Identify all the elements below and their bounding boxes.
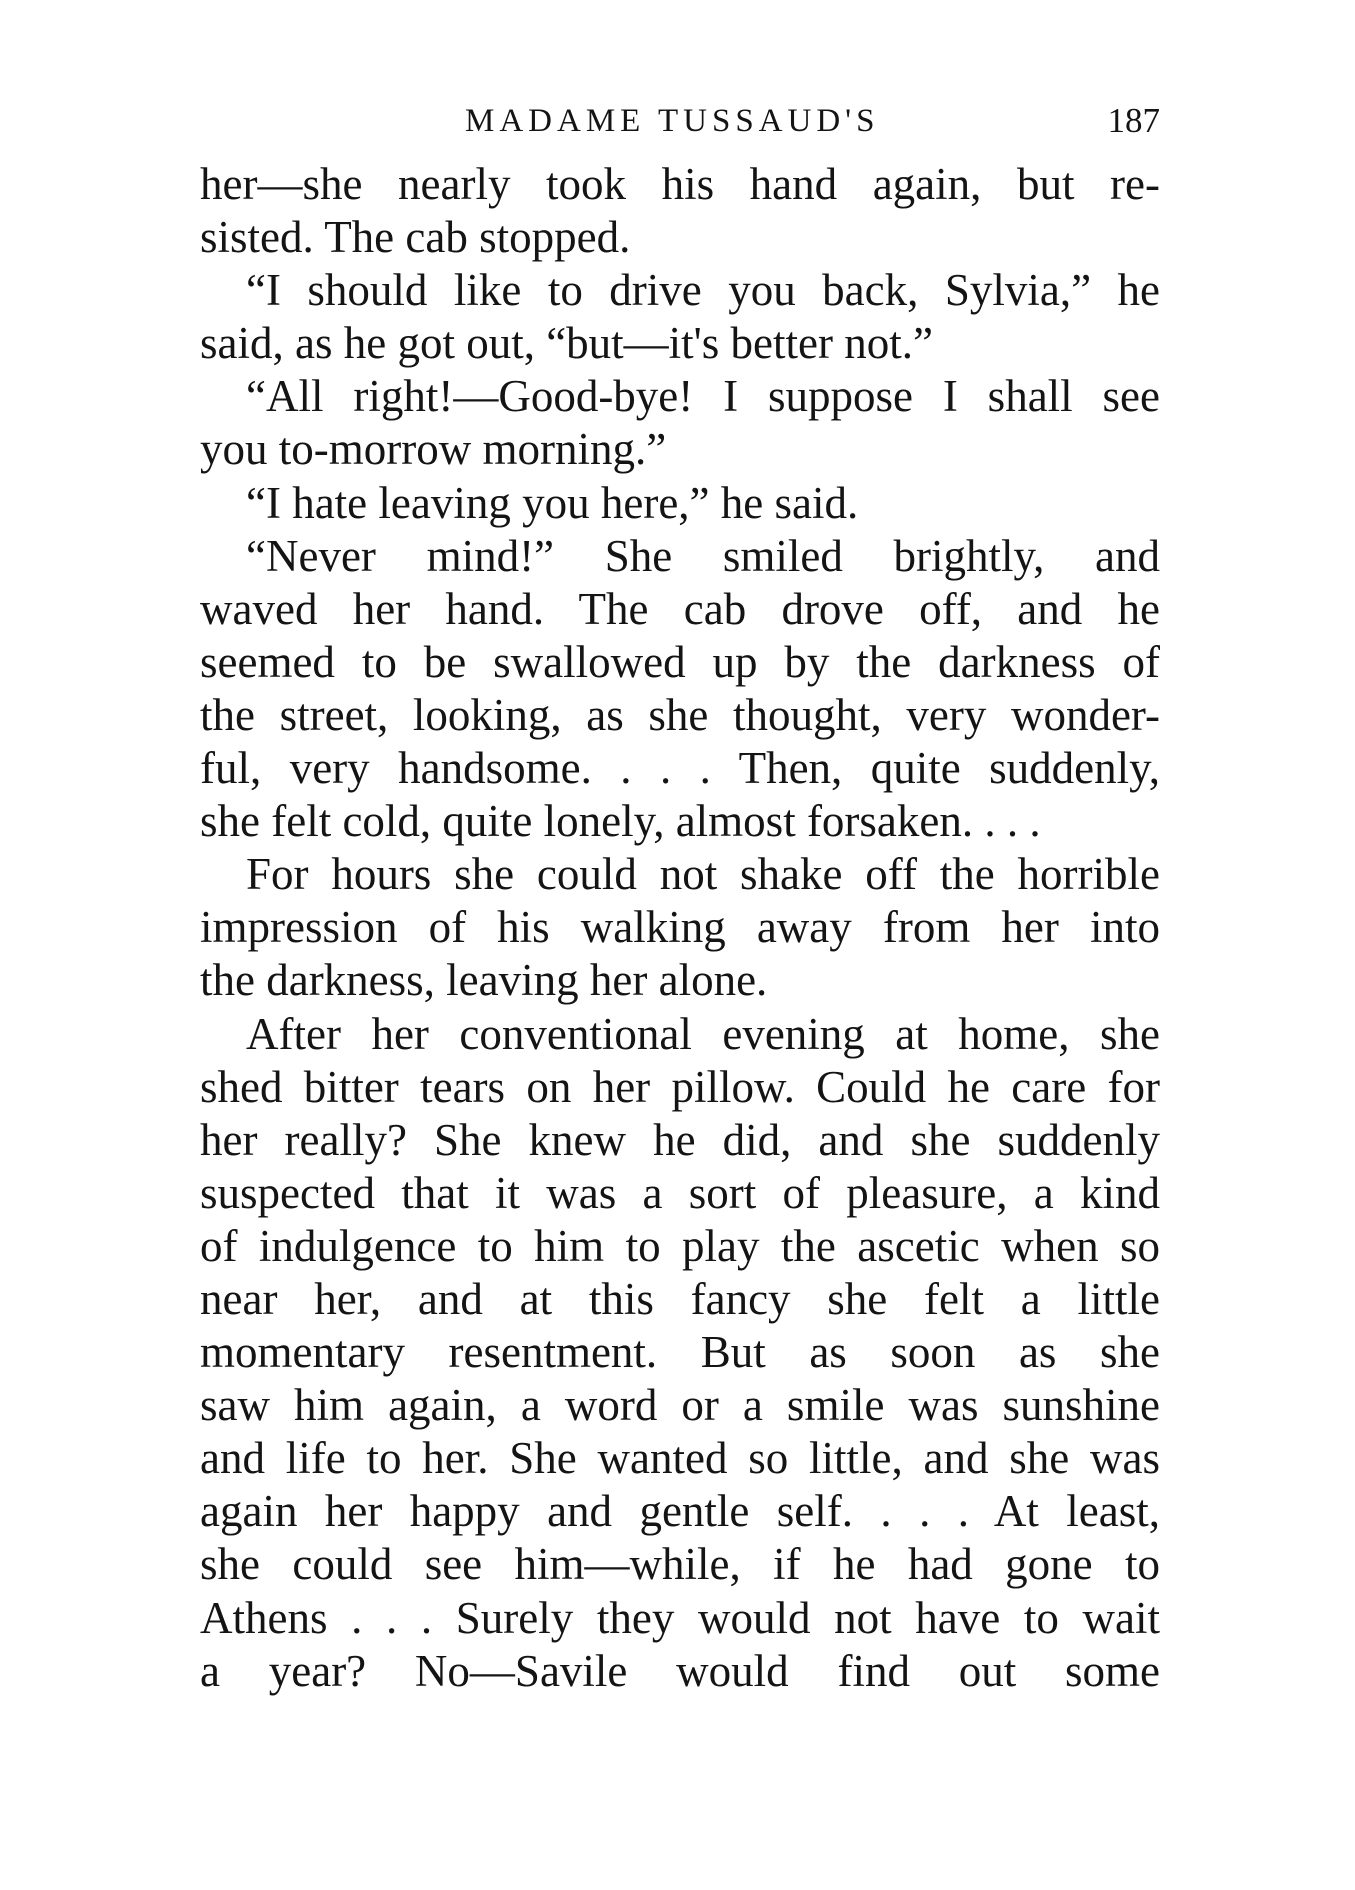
text-line: momentary resentment. But as soon as she [200,1327,1160,1378]
text-line: she felt cold, quite lonely, almost forsaken. . . . [200,796,1041,847]
text-line: you to-morrow morning.” [200,424,667,475]
text-line: the street, looking, as she thought, very wonder- [200,689,1160,740]
text-line: suspected that it was a sort of pleasure, a kind [200,1167,1160,1218]
text-line: For hours she could not shake off the horrible [246,849,1160,900]
text-line: “All right!—Good-bye! I suppose I shall see [246,371,1160,422]
text-line: a year? No—Savile would find out some [200,1645,1160,1696]
running-head [200,96,1160,146]
body-text [200,158,1160,1698]
text-line: saw him again, a word or a smile was sunshine [200,1380,1160,1431]
text-line: and life to her. She wanted so little, and she was [200,1433,1160,1484]
text-line: the darkness, leaving her alone. [200,955,768,1006]
page-number: 187 [1107,101,1160,140]
text-line: said, as he got out, “but—it's better not.” [200,318,933,369]
text-line: again her happy and gentle self. . . . At least, [200,1486,1160,1537]
text-line: shed bitter tears on her pillow. Could he care for [200,1061,1160,1112]
text-line: sisted. The cab stopped. [200,212,631,263]
text-line: “I hate leaving you here,” he said. [246,477,859,528]
text-line: waved her hand. The cab drove off, and he [200,583,1160,634]
running-title: MADAME TUSSAUD'S [465,103,880,139]
text-line: near her, and at this fancy she felt a little [200,1273,1160,1324]
text-line: her—she nearly took his hand again, but re- [200,159,1160,209]
text-line: ful, very handsome. . . . Then, quite suddenly, [200,743,1160,794]
text-line: she could see him—while, if he had gone to [200,1539,1160,1590]
text-line: After her conventional evening at home, she [246,1008,1160,1059]
text-line: “I should like to drive you back, Sylvia,” he [246,265,1160,316]
text-line: impression of his walking away from her into [200,902,1160,953]
text-line: of indulgence to him to play the ascetic when so [200,1220,1160,1271]
text-line: “Never mind!” She smiled brightly, and [246,530,1160,581]
text-line: her really? She knew he did, and she suddenly [200,1114,1160,1165]
text-line: seemed to be swallowed up by the darkness of [200,636,1160,687]
text-line: Athens . . . Surely they would not have to wait [200,1592,1160,1643]
